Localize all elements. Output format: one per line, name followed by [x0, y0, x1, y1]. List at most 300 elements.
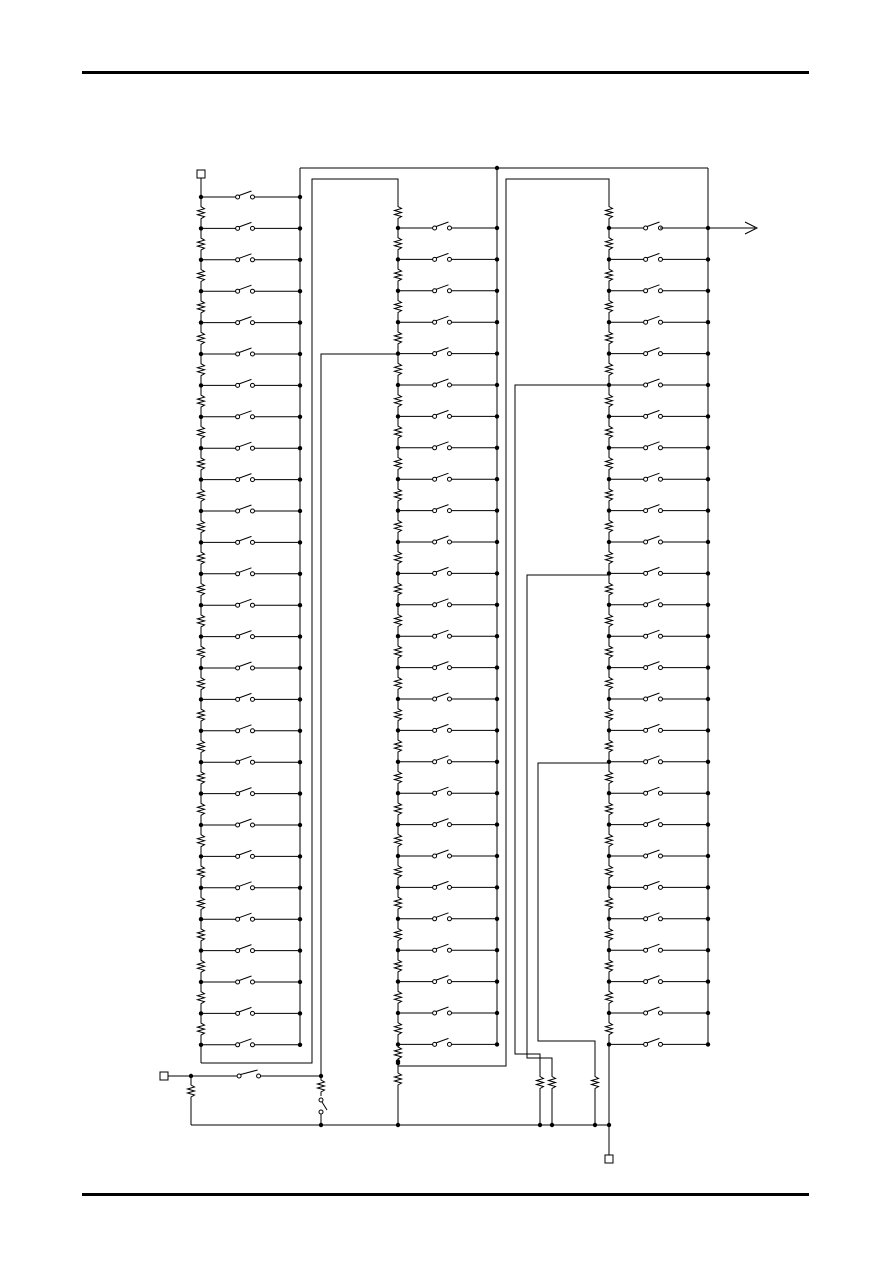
resistor	[606, 636, 613, 667]
switch-lever	[436, 222, 448, 227]
switch-contact	[250, 980, 254, 984]
switch-lever	[647, 222, 659, 227]
resistor	[606, 699, 613, 730]
switch-contact	[236, 603, 240, 607]
switch-contact	[236, 635, 240, 639]
switch-contact	[447, 666, 451, 670]
resistor	[395, 762, 402, 793]
switch-contact	[658, 885, 662, 889]
junction-dot	[607, 1123, 611, 1127]
switch-contact	[447, 383, 451, 387]
switch-contact	[447, 760, 451, 764]
resistor	[606, 479, 613, 510]
switch-lever	[239, 882, 251, 887]
resistor	[606, 542, 613, 573]
switch-lever	[436, 442, 448, 447]
resistor	[198, 542, 205, 573]
resistor	[395, 259, 402, 290]
resistor	[395, 197, 402, 228]
switch-contact	[433, 728, 437, 732]
switch-contact	[447, 980, 451, 984]
resistor	[606, 887, 613, 918]
footer-rule	[82, 1193, 809, 1196]
switch-contact	[447, 854, 451, 858]
switch-contact	[447, 728, 451, 732]
switch-contact	[236, 854, 240, 858]
switch-lever	[239, 285, 251, 290]
switch-contact	[236, 729, 240, 733]
switch-contact	[433, 1011, 437, 1015]
switch-contact	[236, 289, 240, 293]
switch-contact	[447, 885, 451, 889]
resistor	[198, 919, 205, 950]
switch-contact	[644, 917, 648, 921]
switch-contact	[644, 352, 648, 356]
resistor	[198, 668, 205, 699]
resistor	[395, 919, 402, 950]
switch-contact	[433, 383, 437, 387]
switch-contact	[433, 289, 437, 293]
switch-contact	[250, 572, 254, 576]
switch-lever	[436, 410, 448, 415]
resistor	[549, 1075, 556, 1090]
switch-contact	[658, 791, 662, 795]
switch-contact	[644, 414, 648, 418]
switch-lever	[647, 819, 659, 824]
switch-contact	[250, 321, 254, 325]
resistor	[198, 982, 205, 1013]
switch-lever	[436, 850, 448, 855]
resistor	[198, 825, 205, 856]
switch-lever	[647, 881, 659, 886]
switch-lever	[647, 662, 659, 667]
switch-contact	[644, 666, 648, 670]
switch-contact	[433, 446, 437, 450]
switch-contact	[447, 1011, 451, 1015]
resistor	[606, 385, 613, 416]
switch-lever	[647, 913, 659, 918]
switch-contact	[236, 1043, 240, 1047]
switch-contact	[250, 949, 254, 953]
junction-dot	[495, 166, 499, 170]
switch-lever	[436, 913, 448, 918]
switch-lever	[647, 693, 659, 698]
junction-dot	[396, 1123, 400, 1127]
wire	[527, 575, 609, 1075]
switch-contact	[250, 666, 254, 670]
switch-lever	[647, 850, 659, 855]
switch-contact	[433, 697, 437, 701]
switch-contact	[644, 791, 648, 795]
switch-contact	[236, 321, 240, 325]
switch-contact	[658, 980, 662, 984]
switch-contact	[658, 634, 662, 638]
switch-lever	[647, 1038, 659, 1043]
switch-lever	[239, 568, 251, 573]
resistor	[606, 793, 613, 824]
switch-contact	[250, 478, 254, 482]
switch-contact	[236, 886, 240, 890]
switch-contact	[433, 917, 437, 921]
switch-contact	[433, 603, 437, 607]
switch-lever	[647, 348, 659, 353]
junction-dot	[550, 1123, 554, 1127]
junction-dot	[538, 1123, 542, 1127]
switch-contact	[658, 666, 662, 670]
switch-lever	[322, 1102, 327, 1110]
switch-contact	[236, 258, 240, 262]
switch-contact	[433, 1042, 437, 1046]
switch-contact	[236, 760, 240, 764]
resistor	[395, 1044, 402, 1061]
resistor	[198, 888, 205, 919]
resistor	[395, 950, 402, 981]
switch-contact	[433, 760, 437, 764]
switch-lever	[239, 505, 251, 510]
switch-lever	[647, 253, 659, 258]
switch-contact	[250, 1043, 254, 1047]
resistor	[606, 762, 613, 793]
switch-contact	[658, 603, 662, 607]
resistor	[188, 1076, 195, 1106]
switch-contact	[433, 414, 437, 418]
switch-contact	[433, 823, 437, 827]
switch-lever	[239, 1039, 251, 1044]
resistor	[198, 1013, 205, 1044]
junction-dot	[396, 1061, 400, 1065]
switch-contact	[447, 257, 451, 261]
switch-lever	[436, 316, 448, 321]
switch-contact	[236, 226, 240, 230]
resistor	[198, 794, 205, 825]
switch-lever	[436, 756, 448, 761]
switch-contact	[433, 980, 437, 984]
switch-lever	[436, 819, 448, 824]
switch-contact	[236, 697, 240, 701]
switch-contact	[236, 540, 240, 544]
switch-contact	[447, 446, 451, 450]
switch-lever	[647, 756, 659, 761]
switch-contact	[447, 571, 451, 575]
switch-lever	[647, 505, 659, 510]
switch-contact	[447, 1042, 451, 1046]
terminal-box	[197, 170, 205, 178]
switch-contact	[250, 792, 254, 796]
switch-lever	[239, 788, 251, 793]
switch-lever	[241, 1070, 258, 1075]
resistor	[395, 573, 402, 604]
resistor	[395, 511, 402, 542]
switch-lever	[436, 599, 448, 604]
switch-contact	[658, 540, 662, 544]
switch-contact	[658, 257, 662, 261]
resistor	[395, 228, 402, 259]
switch-lever	[239, 599, 251, 604]
switch-lever	[239, 348, 251, 353]
switch-lever	[436, 505, 448, 510]
resistor	[198, 228, 205, 259]
switch-lever	[647, 630, 659, 635]
switch-contact	[433, 634, 437, 638]
resistor	[592, 1075, 599, 1090]
resistor	[606, 228, 613, 259]
switch-contact	[658, 383, 662, 387]
switch-lever	[647, 1007, 659, 1012]
switch-contact	[447, 540, 451, 544]
resistor	[395, 793, 402, 824]
wire	[398, 179, 609, 1066]
switch-lever	[239, 411, 251, 416]
resistor	[395, 416, 402, 447]
resistor	[395, 291, 402, 322]
resistor	[198, 323, 205, 354]
switch-contact	[658, 571, 662, 575]
resistor	[606, 416, 613, 447]
switch-contact	[236, 509, 240, 513]
resistor	[198, 605, 205, 636]
resistor	[606, 197, 613, 228]
switch-contact	[447, 634, 451, 638]
switch-contact	[658, 728, 662, 732]
switch-lever	[436, 787, 448, 792]
switch-contact	[658, 1042, 662, 1046]
resistor	[198, 260, 205, 291]
switch-lever	[436, 379, 448, 384]
switch-contact	[250, 823, 254, 827]
resistor	[606, 511, 613, 542]
switch-lever	[239, 819, 251, 824]
switch-contact	[644, 383, 648, 387]
switch-lever	[436, 662, 448, 667]
switch-lever	[436, 976, 448, 981]
switch-lever	[239, 536, 251, 541]
switch-lever	[239, 976, 251, 981]
switch-contact	[658, 446, 662, 450]
switch-contact	[644, 854, 648, 858]
resistor	[606, 291, 613, 322]
switch-contact	[644, 289, 648, 293]
switch-lever	[647, 724, 659, 729]
switch-contact	[433, 477, 437, 481]
resistor	[395, 1063, 402, 1095]
switch-contact	[319, 1110, 323, 1114]
switch-contact	[433, 320, 437, 324]
switch-contact	[644, 697, 648, 701]
switch-lever	[647, 316, 659, 321]
switch-lever	[239, 317, 251, 322]
switch-contact	[236, 415, 240, 419]
resistor	[198, 291, 205, 322]
switch-contact	[658, 414, 662, 418]
switch-contact	[433, 257, 437, 261]
switch-lever	[239, 662, 251, 667]
switch-contact	[658, 948, 662, 952]
switch-lever	[647, 976, 659, 981]
switch-contact	[644, 446, 648, 450]
switch-contact	[236, 352, 240, 356]
switch-contact	[447, 226, 451, 230]
switch-contact	[250, 854, 254, 858]
switch-contact	[250, 1011, 254, 1015]
switch-contact	[658, 760, 662, 764]
resistor	[606, 668, 613, 699]
wire	[515, 385, 609, 1075]
switch-contact	[250, 697, 254, 701]
switch-contact	[644, 728, 648, 732]
switch-contact	[236, 195, 240, 199]
terminal-box	[160, 1072, 168, 1080]
switch-contact	[447, 791, 451, 795]
switch-contact	[658, 1011, 662, 1015]
switch-lever	[436, 567, 448, 572]
junction-dot	[319, 1123, 323, 1127]
switch-lever	[239, 1007, 251, 1012]
switch-lever	[647, 285, 659, 290]
switch-contact	[250, 289, 254, 293]
switch-contact	[236, 478, 240, 482]
resistor	[395, 1013, 402, 1044]
switch-contact	[447, 948, 451, 952]
switch-lever	[239, 631, 251, 636]
resistor	[198, 480, 205, 511]
resistor	[395, 636, 402, 667]
switch-contact	[447, 477, 451, 481]
switch-contact	[658, 917, 662, 921]
switch-contact	[644, 1042, 648, 1046]
switch-contact	[658, 823, 662, 827]
switch-contact	[257, 1074, 261, 1078]
switch-contact	[236, 446, 240, 450]
resistor	[606, 354, 613, 385]
switch-lever	[436, 253, 448, 258]
resistor	[198, 354, 205, 385]
switch-lever	[436, 724, 448, 729]
resistor	[318, 1076, 325, 1096]
resistor	[606, 856, 613, 887]
switch-contact	[447, 603, 451, 607]
switch-contact	[236, 823, 240, 827]
switch-contact	[236, 1011, 240, 1015]
switch-contact	[250, 352, 254, 356]
switch-contact	[250, 446, 254, 450]
switch-lever	[647, 536, 659, 541]
switch-lever	[239, 725, 251, 730]
switch-contact	[447, 289, 451, 293]
resistor	[606, 730, 613, 761]
switch-contact	[433, 885, 437, 889]
resistor	[606, 825, 613, 856]
switch-contact	[250, 917, 254, 921]
resistor	[198, 385, 205, 416]
switch-lever	[436, 881, 448, 886]
switch-lever	[239, 379, 251, 384]
resistor	[606, 448, 613, 479]
switch-contact	[433, 226, 437, 230]
switch-contact	[237, 1074, 241, 1078]
switch-lever	[239, 474, 251, 479]
switch-contact	[250, 195, 254, 199]
switch-contact	[250, 509, 254, 513]
switch-contact	[250, 383, 254, 387]
switch-lever	[239, 254, 251, 258]
resistor	[395, 542, 402, 573]
switch-contact	[250, 415, 254, 419]
switch-contact	[447, 917, 451, 921]
switch-contact	[447, 352, 451, 356]
switch-contact	[250, 603, 254, 607]
resistor	[395, 448, 402, 479]
switch-contact	[250, 635, 254, 639]
switch-contact	[236, 980, 240, 984]
switch-contact	[250, 258, 254, 262]
switch-lever	[436, 285, 448, 290]
resistor	[395, 982, 402, 1013]
switch-contact	[658, 289, 662, 293]
switch-lever	[239, 756, 251, 761]
resistor	[395, 825, 402, 856]
switch-contact	[250, 540, 254, 544]
switch-lever	[436, 473, 448, 478]
resistor	[198, 197, 205, 228]
switch-contact	[250, 886, 254, 890]
switch-contact	[644, 509, 648, 513]
resistor	[606, 605, 613, 636]
switch-contact	[250, 226, 254, 230]
terminal-box	[605, 1155, 613, 1163]
switch-lever	[647, 787, 659, 792]
resistor	[395, 856, 402, 887]
switch-lever	[239, 442, 251, 447]
resistor	[606, 919, 613, 950]
resistor	[395, 699, 402, 730]
switch-lever	[239, 191, 251, 196]
resistor	[198, 699, 205, 730]
switch-contact	[236, 383, 240, 387]
switch-contact	[644, 540, 648, 544]
switch-contact	[433, 666, 437, 670]
switch-contact	[658, 352, 662, 356]
resistor	[395, 322, 402, 353]
switch-lever	[647, 379, 659, 384]
resistor	[606, 1013, 613, 1044]
switch-contact	[433, 352, 437, 356]
switch-lever	[436, 348, 448, 353]
switch-contact	[447, 320, 451, 324]
junction-dot	[593, 1123, 597, 1127]
switch-lever	[239, 222, 251, 227]
resistor	[198, 731, 205, 762]
switch-contact	[433, 948, 437, 952]
switch-contact	[447, 414, 451, 418]
switch-contact	[644, 320, 648, 324]
resistor	[395, 605, 402, 636]
switch-contact	[447, 697, 451, 701]
resistor	[198, 762, 205, 793]
switch-contact	[236, 917, 240, 921]
switch-contact	[433, 509, 437, 513]
switch-lever	[647, 473, 659, 478]
switch-lever	[647, 442, 659, 447]
resistor	[198, 417, 205, 448]
switch-contact	[236, 572, 240, 576]
switch-contact	[644, 477, 648, 481]
resistor	[395, 668, 402, 699]
switch-contact	[658, 320, 662, 324]
switch-contact	[644, 634, 648, 638]
resistor	[606, 573, 613, 604]
resistor	[395, 354, 402, 385]
switch-contact	[644, 603, 648, 607]
